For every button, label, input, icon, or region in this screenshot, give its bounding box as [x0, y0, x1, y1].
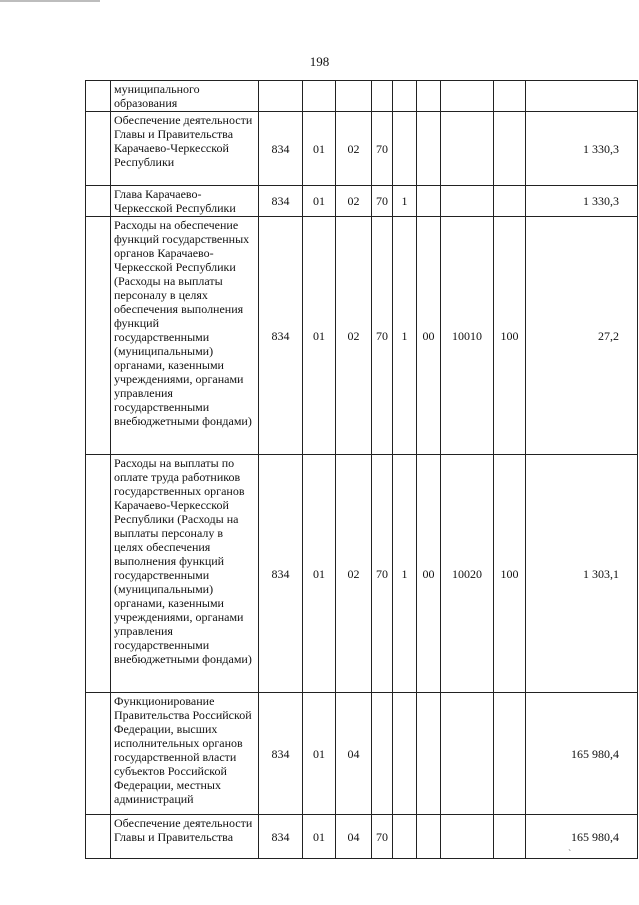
cell-p4	[441, 81, 494, 112]
cell-pr	[336, 81, 372, 112]
cell-p4	[441, 186, 494, 217]
cell-sum: 1 303,1	[526, 455, 638, 693]
cell-p2	[393, 693, 417, 815]
cell-rz: 01	[303, 815, 336, 859]
budget-table	[85, 80, 638, 859]
blank-cell	[86, 455, 111, 693]
scan-edge-mark	[0, 0, 100, 2]
page-number: 198	[309, 54, 330, 69]
cell-p2	[393, 81, 417, 112]
cell-ved	[259, 81, 303, 112]
cell-p4	[441, 815, 494, 859]
cell-ved: 834	[259, 693, 303, 815]
table-row	[86, 186, 638, 217]
cell-p3	[417, 186, 441, 217]
cell-rz: 01	[303, 693, 336, 815]
table-row	[86, 217, 638, 455]
cell-vr: 100	[494, 455, 526, 693]
cell-ved: 834	[259, 186, 303, 217]
cell-p2: 1	[393, 455, 417, 693]
cell-p1	[372, 693, 393, 815]
cell-p4: 10020	[441, 455, 494, 693]
cell-p3	[417, 81, 441, 112]
blank-cell	[86, 186, 111, 217]
blank-cell	[86, 693, 111, 815]
blank-cell	[86, 815, 111, 859]
cell-rz: 01	[303, 217, 336, 455]
cell-p3: 00	[417, 455, 441, 693]
cell-pr: 02	[336, 455, 372, 693]
blank-cell	[86, 112, 111, 186]
table-row	[86, 112, 638, 186]
cell-sum: 1 330,3	[526, 112, 638, 186]
cell-vr	[494, 81, 526, 112]
cell-p1: 70	[372, 455, 393, 693]
cell-sum: 165 980,4	[526, 815, 638, 859]
cell-p1: 70	[372, 186, 393, 217]
cell-vr: 100	[494, 217, 526, 455]
cell-rz: 01	[303, 112, 336, 186]
cell-rz: 01	[303, 455, 336, 693]
cell-vr	[494, 112, 526, 186]
cell-vr	[494, 815, 526, 859]
cell-name: Функционирование Правительства Российской Федерации, высших исполнительных органов государственной власти субъектов Российской Федерации, местных администраций	[111, 693, 259, 815]
cell-name: Обеспечение деятельности Главы и Правительства	[111, 815, 259, 859]
cell-p4	[441, 112, 494, 186]
cell-p2: 1	[393, 217, 417, 455]
cell-ved: 834	[259, 455, 303, 693]
cell-rz	[303, 81, 336, 112]
cell-name: Расходы на обеспечение функций государственных органов Карачаево-Черкесской Республики (Расходы на выплаты персоналу в целях обеспечения выполнения функций государственными (муниципальными) органами, казенными учреждениями, органами управления государственными внебюджетными фондами)	[111, 217, 259, 455]
cell-p3: 00	[417, 217, 441, 455]
cell-p2	[393, 112, 417, 186]
cell-p4	[441, 693, 494, 815]
cell-name: муниципального образования	[111, 81, 259, 112]
cell-name: Обеспечение деятельности Главы и Правительства Карачаево-Черкесской Республики	[111, 112, 259, 186]
cell-ved: 834	[259, 112, 303, 186]
cell-name: Расходы на выплаты по оплате труда работников государственных органов Карачаево-Черкесской Республики (Расходы на выплаты персоналу в целях обеспечения выполнения функций государственными (муниципальными) органами, казенными учреждениями, органами управления государственными внебюджетными фондами)	[111, 455, 259, 693]
cell-pr: 02	[336, 217, 372, 455]
blank-cell	[86, 217, 111, 455]
cell-pr: 02	[336, 112, 372, 186]
cell-p4: 10010	[441, 217, 494, 455]
table-row	[86, 81, 638, 112]
blank-cell	[86, 81, 111, 112]
cell-p1: 70	[372, 217, 393, 455]
cell-pr: 02	[336, 186, 372, 217]
cell-p2	[393, 815, 417, 859]
cell-sum: 165 980,4	[526, 693, 638, 815]
cell-rz: 01	[303, 186, 336, 217]
table-row	[86, 455, 638, 693]
cell-vr	[494, 186, 526, 217]
cell-p2: 1	[393, 186, 417, 217]
table-row	[86, 815, 638, 859]
cell-p3	[417, 815, 441, 859]
cell-pr: 04	[336, 815, 372, 859]
cell-ved: 834	[259, 217, 303, 455]
cell-ved: 834	[259, 815, 303, 859]
table-row	[86, 693, 638, 815]
cell-sum	[526, 81, 638, 112]
cell-vr	[494, 693, 526, 815]
cell-name: Глава Карачаево-Черкесской Республики	[111, 186, 259, 217]
cell-p1: 70	[372, 815, 393, 859]
stray-mark: `	[568, 849, 572, 860]
cell-pr: 04	[336, 693, 372, 815]
cell-p1	[372, 81, 393, 112]
cell-p3	[417, 112, 441, 186]
cell-sum: 1 330,3	[526, 186, 638, 217]
cell-p3	[417, 693, 441, 815]
cell-sum: 27,2	[526, 217, 638, 455]
cell-p1: 70	[372, 112, 393, 186]
